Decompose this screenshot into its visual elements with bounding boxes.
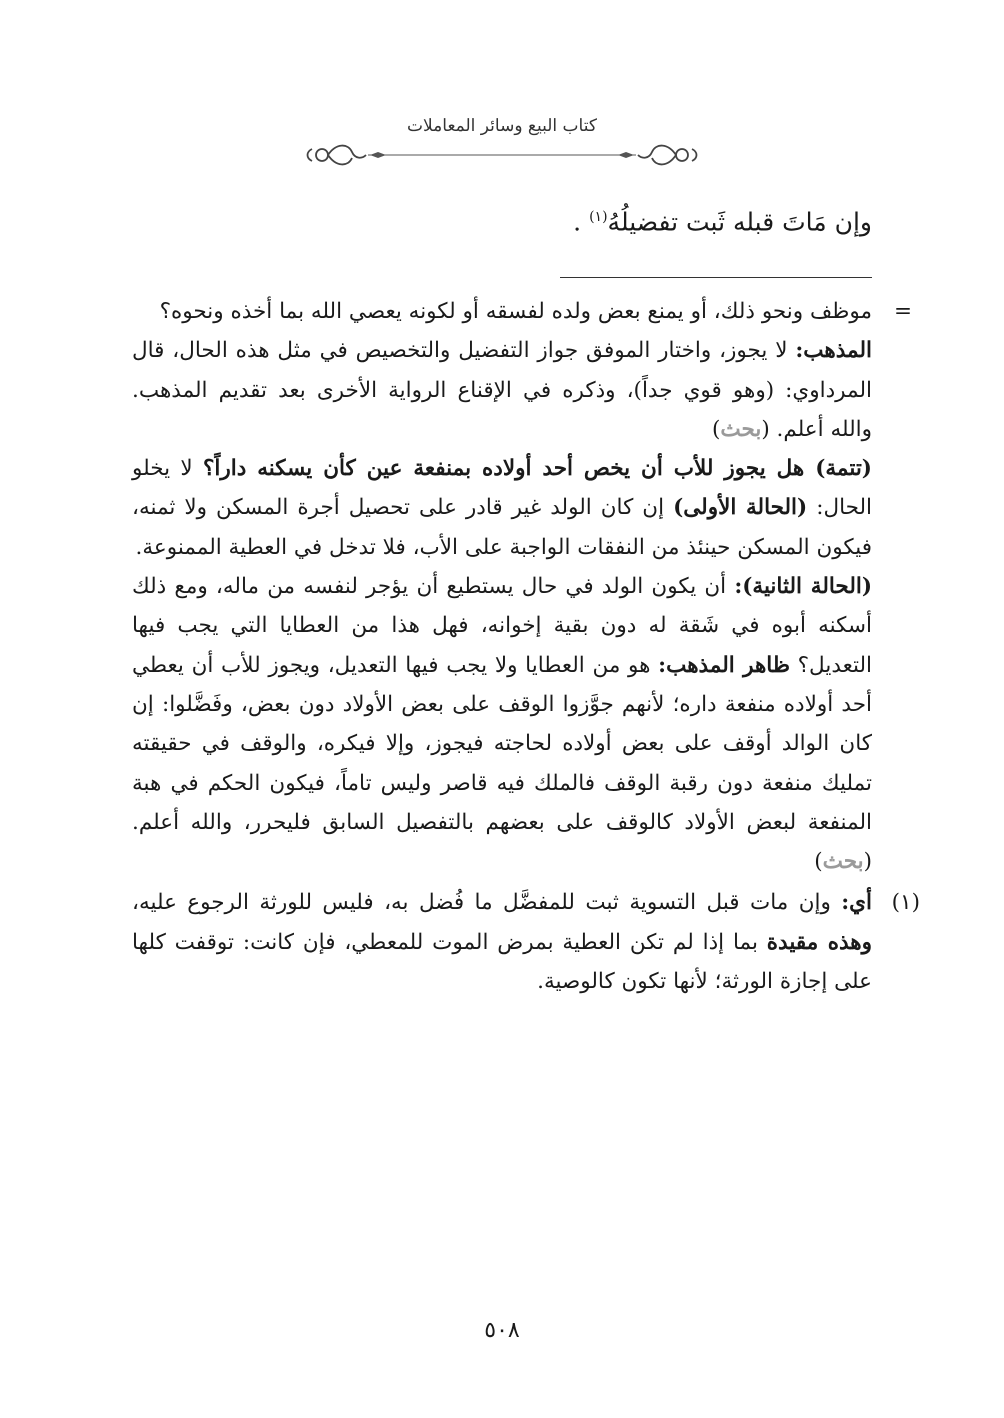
para3-bold: (تتمة) هل يجوز للأب أن يخص أحد أولاده بمنفعة عين كأن يسكنه داراً؟ — [202, 456, 872, 482]
note-paragraph-second-case — [132, 567, 872, 881]
para2-grey: بحث — [720, 416, 762, 442]
para3-text2: إن كان الولد غير قادر على تحصيل أجرة المسكن ولا ثمنه، فيكون المسكن حينئذ من النفقات الواجبة على الأب، فلا تدخل في العطية الممنوعة. — [132, 495, 872, 560]
footnote-bold1: أي: — [841, 890, 872, 916]
footnote-text1: وإن مات قبل التسوية ثبت للمفضَّل ما فُضل به، فليس للورثة الرجوع عليه، — [132, 890, 842, 916]
footnote-bold2: وهذه مقيدة — [766, 929, 873, 955]
page-number: ٥٠٨ — [484, 1318, 520, 1343]
para2-close: ) — [711, 416, 721, 442]
main-text-end: . — [573, 207, 590, 237]
para1-text: موظف ونحو ذلك، أو يمنع بعض ولده لفسقه أو لكونه يعصي الله بما أخذه ونحوه؟ — [159, 299, 872, 324]
para4-text2: هو من العطايا ولا يجب فيها التعديل، ويجوز للأب أن يعطي أحد أولاده منفعة داره؛ لأنهم جوَّزوا الوقف على بعض الأولاد دون بعض، وفَضَّلوا: إن كان الوالد أوقف على بعض أولاده لحاجته فيجوز، وإلا فيكره، والوقف في حقيقته تمليك منفعة دون رقبة الوقف فالملك فيه قاصر وليس تاماً، فيكون الحكم في هبة المنفعة لبعض الأولاد كالوقف على بعضهم بالتفصيل السابق فليحرر، والله أعلم. ( — [132, 652, 872, 875]
para4-grey: بحث — [822, 849, 864, 875]
para2-bold: المذهب: — [795, 338, 872, 364]
note-paragraph-tatimma — [132, 449, 872, 567]
para4-text1: أن يكون الولد في حال يستطيع أن يؤجر لنفسه من ماله، ومع ذلك أسكنه أبوه في شَقة له دون بقية إخوانه، فهل هذا من العطايا التي يجب فيها التعديل؟ — [132, 574, 872, 678]
footnote-number: (١) — [891, 890, 920, 916]
footnote-1 — [132, 883, 920, 1001]
note-paragraph-continued — [132, 292, 912, 331]
footnote-text2: بما إذا لم تكن العطية بمرض الموت للمعطي، فإن كانت: توقفت كلها على إجازة الورثة؛ لأنها تكون كالوصية. — [132, 929, 872, 995]
para4-bold2: ظاهر المذهب: — [658, 652, 790, 678]
para2-text: لا يجوز، واختار الموفق جواز التفضيل والتخصيص في مثل هذه الحال، قال المرداوي: (وهو قوي جداً)، وذكره في الإقناع الرواية الأخرى بعد تقديم المذهب. والله أعلم. ( — [132, 338, 872, 442]
footnote-ref: (١) — [589, 209, 608, 225]
running-header — [300, 108, 704, 168]
para3-text1: لا يخلو الحال: — [132, 456, 873, 521]
footnotes-block — [132, 292, 920, 1001]
note-paragraph-madhhab — [132, 331, 872, 449]
main-text: وإن مَاتَ قبله ثَبت تفضيلُهُ — [607, 207, 872, 237]
header-title: كتاب البيع وسائر المعاملات — [407, 116, 597, 136]
ornament-divider-icon — [300, 140, 704, 170]
para4-close: ) — [814, 849, 823, 875]
footnote-separator — [560, 277, 872, 278]
continuation-marker: = — [893, 299, 912, 324]
main-text-line — [132, 196, 872, 243]
para4-bold: (الحالة الثانية): — [734, 574, 873, 600]
para3-bold2: (الحالة الأولى) — [673, 495, 808, 521]
